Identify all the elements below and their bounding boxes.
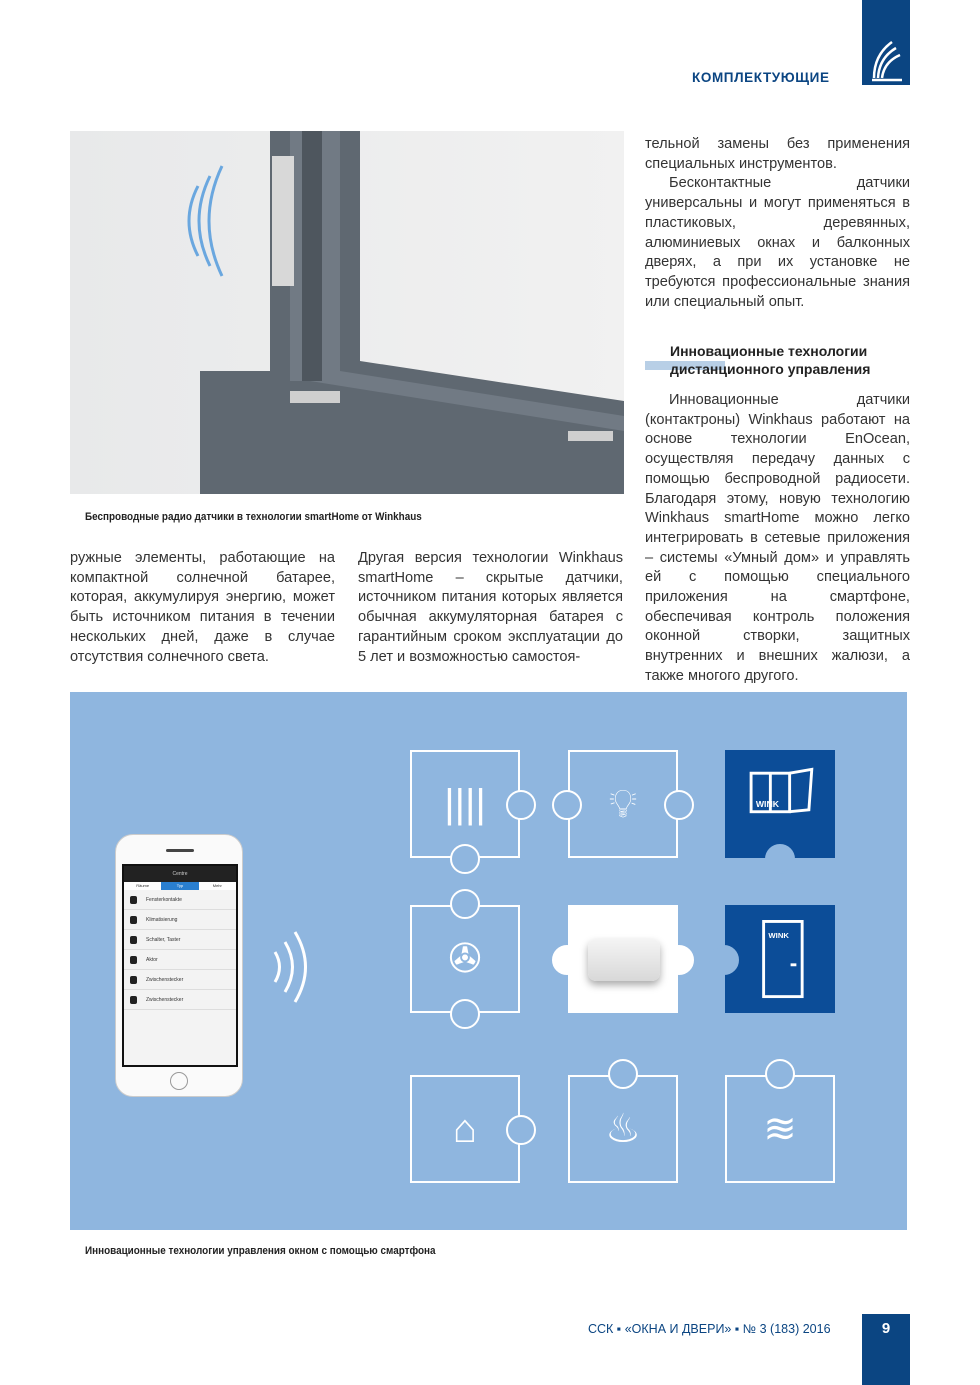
garage-icon: ⌂ [452, 1106, 478, 1151]
app-list-item[interactable]: Aktor [124, 950, 236, 970]
paragraph: Бесконтактные датчики универсальны и могут применяться в пластиковых, деревянных, алюминиевых окнах и балконных дверях, а при их установке не требуются профессиональные знания или специальный опыт. [645, 175, 910, 310]
column-3-continued [645, 391, 910, 687]
window-winkhaus-icon [727, 752, 833, 856]
column-1 [70, 549, 335, 667]
app-list-item[interactable]: Fensterkontakte [124, 890, 236, 910]
puzzle-tile-window [725, 750, 835, 858]
radiator-icon: |||| [444, 781, 486, 826]
paragraph: Другая версия технологии Winkhaus smartHome – скрытые датчики, источником питания которых является обычная аккумуляторная батарея с гарантийным сроком эксплуатации до 5 лет и возможностью самостоя- [358, 550, 623, 665]
header-tab [862, 0, 910, 85]
smarthome-diagram [70, 692, 907, 1230]
puzzle-tile-water [725, 1075, 835, 1183]
puzzle-tile-fire [568, 1075, 678, 1183]
column-3 [645, 135, 910, 312]
puzzle-tile-garage [410, 1075, 520, 1183]
gateway-device [588, 939, 660, 981]
puzzle-tile-gateway [568, 905, 678, 1013]
paragraph: тельной замены без применения специальных инструментов. [645, 136, 910, 172]
app-title: Centre [124, 866, 236, 882]
light-bulb-icon: 💡︎ [609, 781, 637, 826]
app-tab[interactable]: Mehr [212, 883, 222, 888]
app-tab-active[interactable]: Typ [161, 882, 198, 890]
app-tab[interactable]: Räume [136, 883, 150, 888]
paragraph: ружные элементы, работающие на компактной солнечной батарее, которая, аккумулируя энергию, может быть источником питания в течении нескольких дней, даже в случае отсутствия солнечного света. [70, 550, 335, 665]
fan-icon: ✇ [448, 937, 482, 981]
puzzle-tile-radiator [410, 750, 520, 858]
figure2-caption: Инновационные технологии управления окном с помощью смартфона [85, 1245, 436, 1257]
footer-publication: ССК ▪ «ОКНА И ДВЕРИ» ▪ № 3 (183) 2016 [588, 1322, 831, 1336]
puzzle-tile-door [725, 905, 835, 1013]
water-icon: ≋ [763, 1107, 797, 1151]
puzzle-tile-light [568, 750, 678, 858]
subheading: Инновационные технологии дистанционного управления [670, 343, 871, 377]
page-number: 9 [862, 1314, 910, 1385]
wireless-signal-icon [270, 922, 320, 1012]
phone-screen [122, 864, 238, 1067]
app-list-item[interactable]: Zwischenstecker [124, 990, 236, 1010]
paragraph: Инновационные датчики (контактроны) Winkhaus работают на основе технологии EnOcean, осуществляя передачу данных с помощью беспроводной радиосети. Благодаря этому, новую технологию Winkhaus smartHome можно легко интегрировать в сетевые приложения – системы «Умный дом» и управлять ей с помощью специального приложения на смартфоне, обеспечивая контроль положения оконной створки, защитных внутренних и внешних жалюзи, а также многого другого. [645, 392, 910, 684]
puzzle-tile-fan [410, 905, 520, 1013]
magazine-logo-icon [862, 0, 910, 85]
window-sensor-photo [70, 131, 624, 494]
column-2 [358, 549, 623, 667]
door-winkhaus-icon [727, 907, 833, 1011]
app-list-item[interactable]: Klimatisierung [124, 910, 236, 930]
app-list-item[interactable]: Schalter, Taster [124, 930, 236, 950]
svg-text:WINK: WINK [768, 930, 789, 940]
figure1-caption: Беспроводные радио датчики в технологии smartHome от Winkhaus [85, 511, 422, 523]
smartphone [115, 834, 243, 1097]
winkhaus-logo-text: WINK [755, 798, 779, 809]
section-title: КОМПЛЕКТУЮЩИЕ [692, 70, 830, 85]
app-list-item[interactable]: Zwischenstecker [124, 970, 236, 990]
fire-icon: ♨ [605, 1107, 641, 1151]
